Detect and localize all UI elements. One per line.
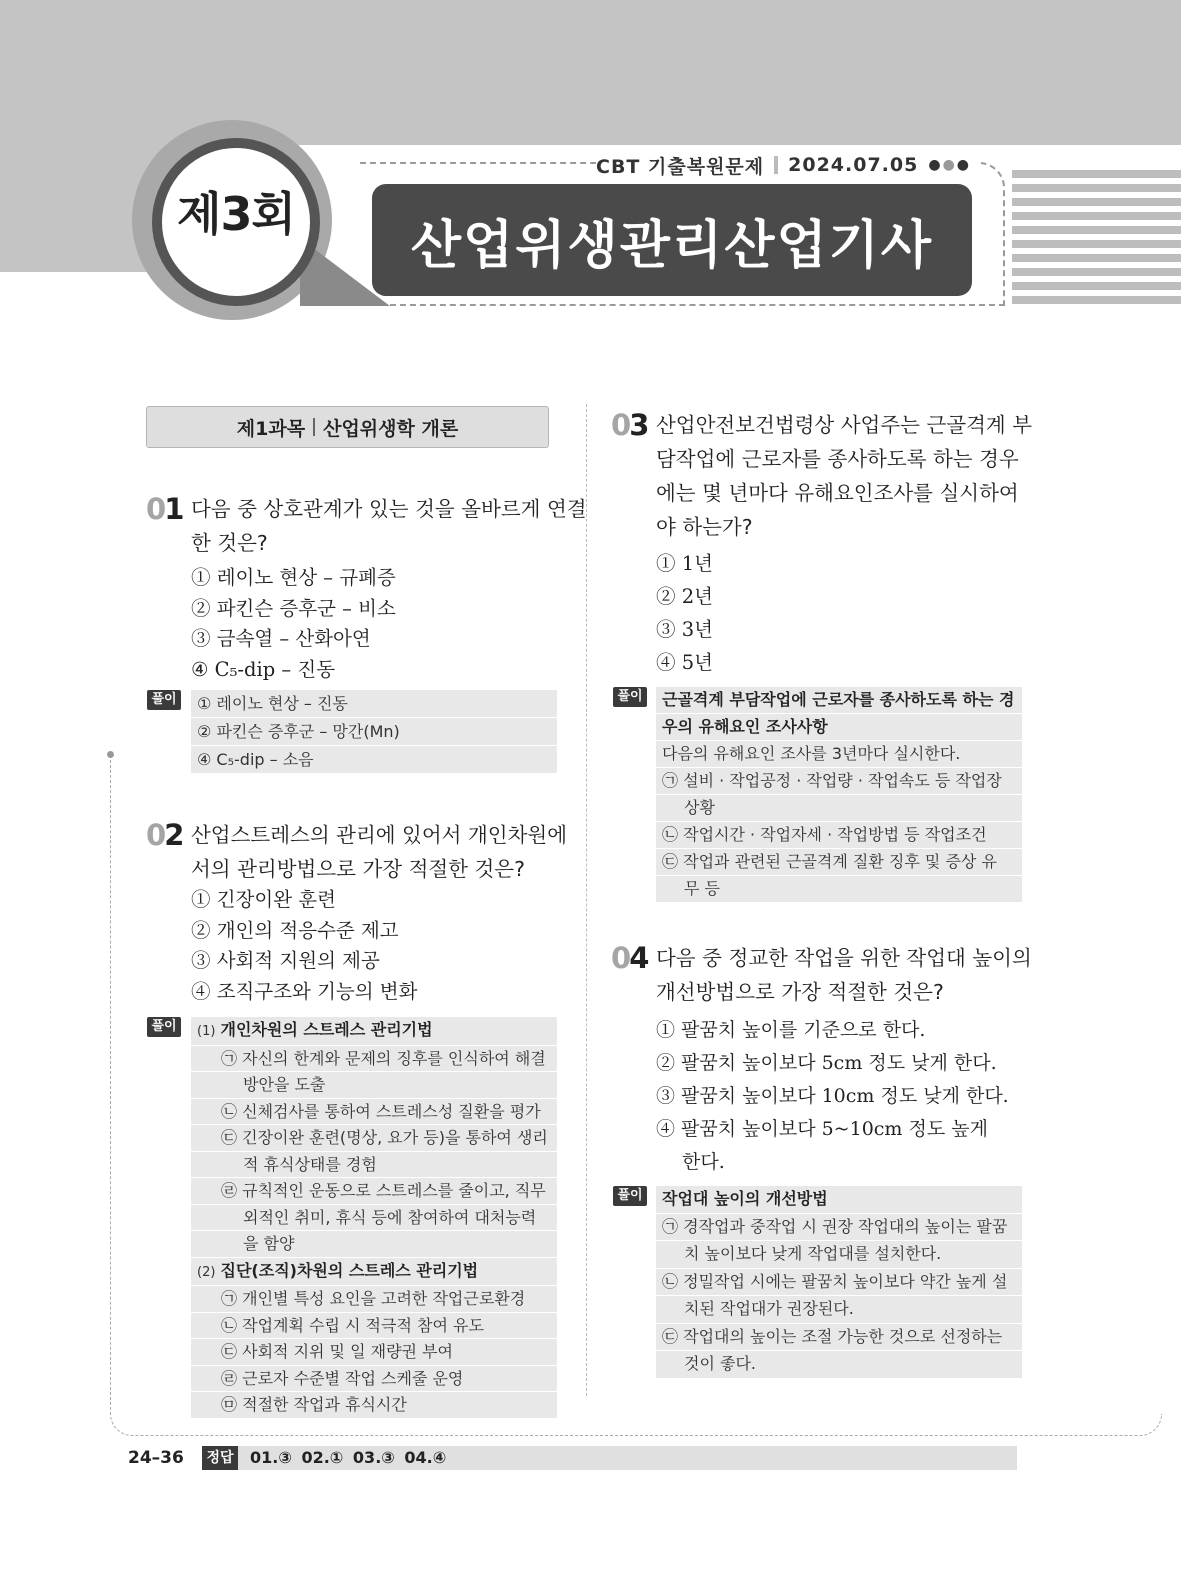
question-1-options: [191, 563, 396, 685]
question-number: 04: [611, 941, 648, 975]
option-4-continued: 한다.: [682, 1151, 725, 1173]
solution-box: (1) 개인차원의 스트레스 관리기법 ㉠ 자신의 한계와 문제의 징후를 인식하여 해결 방안을 도출 ㉡ 신체검사를 통하여 스트레스성 질환을 평가 ㉢ 긴장이완 훈련(명상, 요가 등)을 통하여 생리 적 휴식상태를 경험 ㉣ 규칙적인 운동으로 스트레스를 줄이고, 직무 외적인 취미, 휴식 등에 참여하여 대처능력 을 함양 (2) 집단(조직)차원의 스트레스 관리기법 ㉠ 개인별 특성 요인을 고려한 작업근로환경 ㉡ 작업계획 수립 시 적극적 참여 유도 ㉢ 사회적 지위 및 일 재량권 부여 ㉣ 근로자 수준별 작업 스케줄 운영 ㉤ 적절한 작업과 휴식시간: [191, 1017, 557, 1418]
page-title: 산업위생관리산업기사: [410, 215, 934, 276]
question-text: 다음 중 상호관계가 있는 것을 올바르게 연결 한 것은?: [191, 497, 587, 555]
page-frame-left: [110, 755, 112, 1415]
option-3: ③ 팔꿈치 높이보다 10cm 정도 낮게 한다.: [656, 1085, 1009, 1107]
question-number: 03: [611, 408, 648, 442]
subject-name: 산업위생학 개론: [323, 417, 459, 440]
option-3: ③ 3년: [656, 618, 713, 641]
column-divider: [586, 404, 587, 1396]
question-text: 다음 중 정교한 작업을 위한 작업대 높이의 개선방법으로 가장 적절한 것은?: [656, 946, 1032, 1004]
option-1: ① 팔꿈치 높이를 기준으로 한다.: [656, 1019, 926, 1041]
question-2-options: [191, 885, 417, 1007]
subject-part: 제1과목: [236, 417, 306, 440]
answer-key: 01.③ 02.① 03.③ 04.④: [250, 1448, 447, 1467]
option-4: ④ 팔꿈치 높이보다 5~10cm 정도 높게: [656, 1118, 988, 1140]
solution-tag: 풀이: [147, 690, 181, 710]
question-text: 산업안전보건법령상 사업주는 근골격계 부 담작업에 근로자를 종사하도록 하는 경우 에는 몇 년마다 유해요인조사를 실시하여 야 하는가?: [656, 413, 1033, 539]
option-1: ① 1년: [656, 552, 713, 575]
exam-series: CBT 기출복원문제: [596, 155, 765, 178]
option-2: ② 팔꿈치 높이보다 5cm 정도 낮게 한다.: [656, 1052, 997, 1074]
header-stripes: [1012, 170, 1181, 308]
solution-box: 근골격계 부담작업에 근로자를 종사하도록 하는 경 우의 유해요인 조사사항 다음의 유해요인 조사를 3년마다 실시한다. ㉠ 설비 · 작업공정 · 작업량 · 작업속도 등 작업장 상황 ㉡ 작업시간 · 작업자세 · 작업방법 등 작업조건 ㉢ 작업과 관련된 근골격계 질환 징후 및 증상 유 무 등: [656, 687, 1022, 902]
round-label: 제3회: [177, 187, 295, 241]
question-text: 산업스트레스의 관리에 있어서 개인차원에 서의 관리방법으로 가장 적절한 것은?: [191, 823, 568, 881]
solution-tag: 풀이: [147, 1017, 181, 1037]
option-2: ② 2년: [656, 585, 713, 608]
question-number: 01: [146, 492, 183, 526]
option-3: ③ 사회적 지원의 제공: [191, 949, 380, 972]
option-1: ① 긴장이완 훈련: [191, 888, 336, 911]
option-3: ③ 금속열 – 산화아연: [191, 627, 371, 650]
option-2: ② 개인의 적응수준 제고: [191, 918, 399, 942]
option-4: ④ C₅-dip – 진동: [191, 657, 336, 681]
option-2: ② 파킨슨 증후군 – 비소: [191, 596, 396, 620]
answer-tag: 정답: [202, 1446, 238, 1470]
option-4: ④ 5년: [656, 651, 713, 674]
page-frame-dot: [107, 751, 114, 758]
title-banner: [372, 184, 972, 296]
subject-banner: [146, 406, 549, 448]
option-1: ① 레이노 현상 – 규폐증: [191, 566, 396, 589]
separator: [774, 156, 778, 174]
solution-box: 작업대 높이의 개선방법 ㉠ 경작업과 중작업 시 권장 작업대의 높이는 팔꿈 치 높이보다 낮게 작업대를 설치한다. ㉡ 정밀작업 시에는 팔꿈치 높이보다 약간 높게 설 치된 작업대가 권장된다. ㉢ 작업대의 높이는 조절 가능한 것으로 선정하는 것이 좋다.: [656, 1186, 1022, 1378]
question-number: 02: [146, 818, 183, 852]
exam-date: 2024.07.05: [788, 154, 919, 176]
decorative-dots: ●●●: [928, 157, 971, 173]
question-4-options: [656, 1014, 1009, 1179]
question-3-options: [656, 547, 713, 679]
separator: [313, 418, 315, 436]
solution-tag: 풀이: [613, 1186, 647, 1206]
solution-box: ① 레이노 현상 – 진동 ② 파킨슨 증후군 – 망간(Mn) ④ C₅-dip – 소음: [191, 690, 557, 773]
option-4: ④ 조직구조와 기능의 변화: [191, 979, 418, 1003]
exam-series-line: [596, 152, 981, 178]
page-number: 24–36: [128, 1448, 184, 1468]
solution-tag: 풀이: [613, 687, 647, 707]
